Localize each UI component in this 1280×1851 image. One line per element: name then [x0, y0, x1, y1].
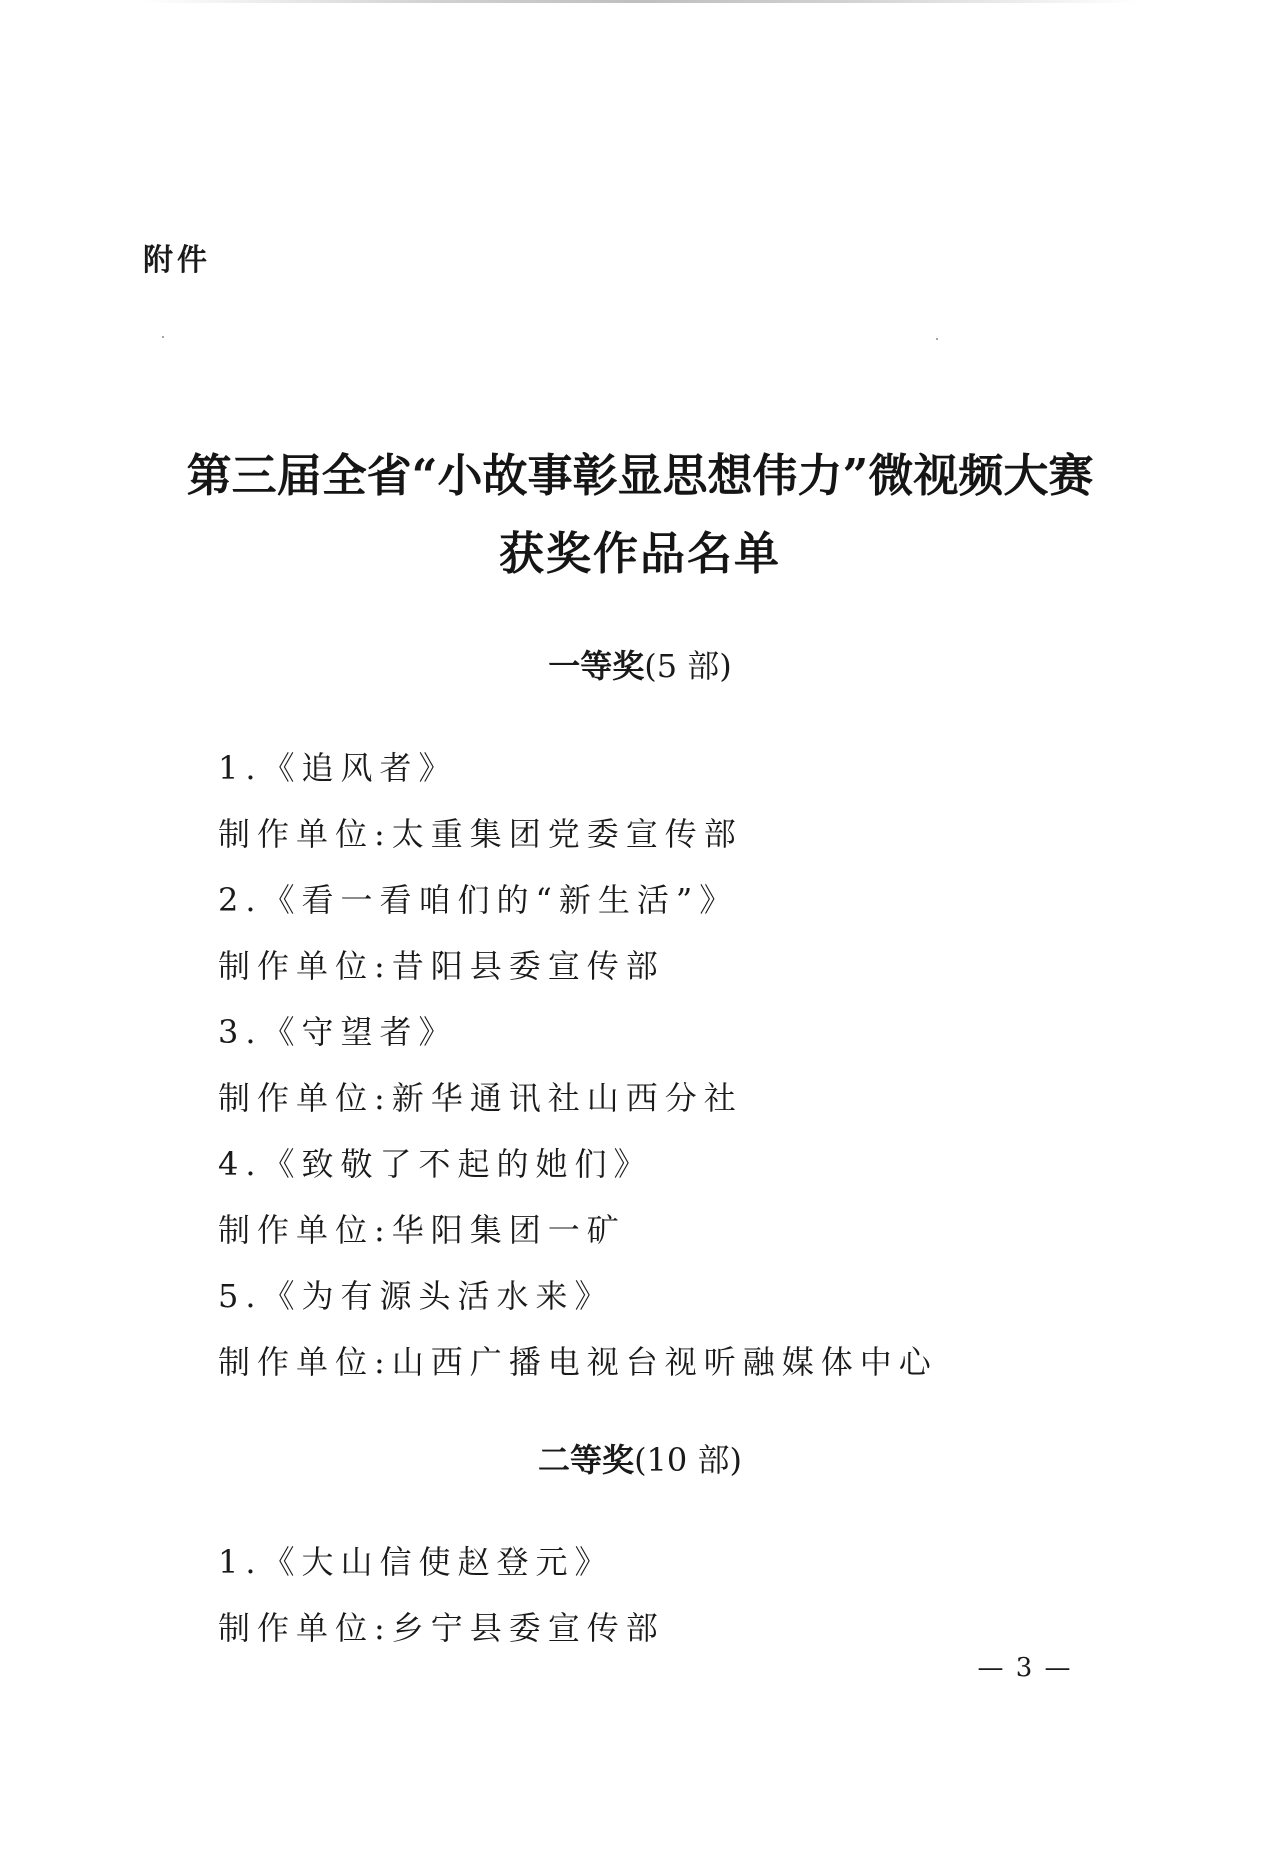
work-title: 3.《守望者》: [218, 1013, 458, 1051]
scan-speck: [936, 338, 938, 340]
award-count: (5 部): [644, 647, 732, 685]
work-title: 1.《追风者》: [218, 749, 458, 787]
page-number: — 3 —: [977, 1653, 1073, 1683]
scan-edge: [140, 0, 1140, 3]
producer-line: 制作单位:昔阳县委宣传部: [218, 947, 665, 985]
first-prize-list: [218, 735, 938, 1395]
list-item: [218, 1131, 938, 1263]
work-title: 1.《大山信使赵登元》: [218, 1543, 614, 1581]
work-title: 4.《致敬了不起的她们》: [218, 1145, 653, 1183]
work-title: 2.《看一看咱们的“新生活”》: [218, 881, 739, 919]
list-item: [218, 867, 938, 999]
second-prize-list: [218, 1529, 665, 1661]
document-title-line-2: 获奖作品名单: [498, 527, 781, 580]
list-item: [218, 735, 938, 867]
list-item: [218, 1263, 938, 1395]
producer-line: 制作单位:华阳集团一矿: [218, 1211, 626, 1249]
producer-line: 制作单位:乡宁县委宣传部: [218, 1609, 665, 1647]
second-prize-heading: [0, 1441, 1280, 1479]
award-name: 一等奖: [548, 647, 645, 685]
producer-line: 制作单位:新华通讯社山西分社: [218, 1079, 743, 1117]
list-item: [218, 1529, 665, 1661]
award-count: (10 部): [634, 1441, 742, 1479]
document-title-line-1: 第三届全省“小故事彰显思想伟力”微视频大赛: [186, 449, 1094, 502]
first-prize-heading: [0, 647, 1280, 685]
award-name: 二等奖: [538, 1441, 635, 1479]
attachment-label: 附件: [143, 243, 211, 278]
scan-speck: [162, 336, 164, 338]
producer-line: 制作单位:太重集团党委宣传部: [218, 815, 743, 853]
list-item: [218, 999, 938, 1131]
work-title: 5.《为有源头活水来》: [218, 1277, 614, 1315]
producer-line: 制作单位:山西广播电视台视听融媒体中心: [218, 1343, 938, 1381]
